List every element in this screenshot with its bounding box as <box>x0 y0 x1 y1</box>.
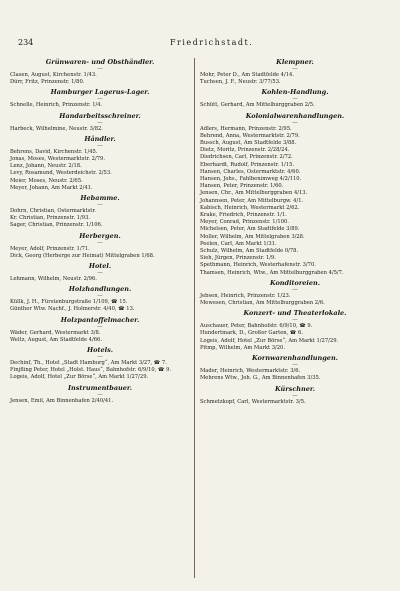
directory-entry: Küllk, J. H., Fürstenburgstraße 1/109, ☎ 15. <box>10 299 128 306</box>
section-heading: Hotels. <box>86 346 113 355</box>
section-rule: — <box>292 96 298 103</box>
section-heading: Grünwaren- und Obsthändler. <box>45 58 155 66</box>
section-rule: — <box>97 96 103 103</box>
directory-entry: Peelen, Carl, Am Markt 1/31. <box>200 240 277 247</box>
column-divider <box>194 58 195 578</box>
directory-entry: Günther Wtw. Nachf., J. Holmerstr. 4/40, ☎ 13. <box>10 306 135 313</box>
directory-entry: Mohr, Peter D., Am Stadtfelde 4/14. <box>200 72 294 78</box>
directory-entry: Logeis, Adolf, Hotel „Zur Börse“, Am Markt 1/27/29. <box>10 374 149 381</box>
section-rule: — <box>292 66 298 72</box>
directory-entry: Schmetzkopf, Carl, Westermarktstr. 3/5. <box>200 398 306 405</box>
directory-section <box>10 88 190 111</box>
directory-entry: Meyer, Johann, Am Markt 2/41. <box>10 184 93 191</box>
directory-entry: Kabisch, Heinrich, Westermarkt 2/62. <box>200 204 300 211</box>
directory-entry: Lehmann, Wilhelm, Neustr. 2/96. <box>10 276 97 283</box>
section-rule: — <box>97 270 103 277</box>
directory-entry: Lenz, Johann, Neustr. 2/18. <box>10 163 82 170</box>
section-rule: — <box>97 119 103 126</box>
section-heading: Holzpantoffelmacher. <box>60 315 140 324</box>
directory-section <box>10 262 190 285</box>
directory-section <box>200 354 390 384</box>
right-column <box>200 58 390 408</box>
section-heading: Kornwarenhandlungen. <box>252 354 338 363</box>
directory-entry: Tuchsen, J. F., Neustr. 3/77/53. <box>200 79 281 86</box>
directory-section <box>10 384 190 407</box>
directory-entry: Hansen, Johs., Fahlbenimweg 4/2/110. <box>200 176 302 183</box>
directory-entry: Weltz, August, Am Stadtfelde 4/66. <box>10 336 102 343</box>
directory-entry: Dietz, Moritz, Prinzenstr. 2/28/24. <box>200 147 290 154</box>
section-rule: — <box>292 362 298 369</box>
directory-section <box>200 58 390 88</box>
directory-entry: Hansen, Peter, Prinzenstr. 1/60. <box>200 183 284 190</box>
directory-entry: Krake, Friedrich, Prinzenstr. 1/1. <box>200 212 287 219</box>
directory-section <box>10 58 190 88</box>
directory-entry: Sager, Christian, Prinzenstr. 1/106. <box>10 222 103 229</box>
section-heading: Holzhandlungen. <box>68 285 132 294</box>
directory-entry: Eberhardt, Rudolf, Prinzenstr. 1/15. <box>200 161 295 168</box>
directory-entry: Hansen, Charles, Ostermarktstr. 4/60. <box>200 168 301 175</box>
page-header <box>18 38 386 50</box>
section-heading: Konditoreien. <box>269 278 321 287</box>
page-number: 234 <box>18 38 34 47</box>
directory-entry: Levy, Rosamund, Westerdeichstr. 2/53. <box>10 170 112 177</box>
directory-entry: Dick, Georg (Herberge zur Heimat) Mittelgraben 1/68. <box>10 252 155 259</box>
section-heading: Händler. <box>84 134 116 143</box>
directory-section <box>10 316 190 346</box>
directory-entry: Auschauer, Peter, Bahnhofstr. 6/9/10, ☎ 9. <box>200 323 313 330</box>
section-heading: Kürschner. <box>275 384 315 393</box>
directory-entry: Johannsen, Peter, Am Mittelburgw. 4/1. <box>200 197 304 204</box>
section-heading: Herbergen. <box>79 231 121 240</box>
running-title: Friedrichstadt. <box>170 38 254 47</box>
section-heading: Konzert- und Theaterlokale. <box>243 309 347 318</box>
section-heading: Handarbeitsschreiner. <box>59 111 141 120</box>
directory-entry: Diedrichsen, Carl, Prinzenstr. 2/72. <box>200 154 293 161</box>
directory-entry: Meyer, Adolf, Prinzenstr. 1/71. <box>10 245 90 252</box>
directory-entry: Jebsen, Heinrich, Prinzenstr. 1/23. <box>200 292 291 299</box>
directory-entry: Pitmp, Wilhelm, Am Markt 3/20. <box>200 344 285 351</box>
directory-section <box>10 135 190 194</box>
directory-entry: Jonas, Moses, Westermarktstr. 2/79. <box>10 156 105 163</box>
directory-entry: Moller, Wilhelm, Am Mittelgraben 3/28. <box>200 233 305 240</box>
directory-entry: Jensen, Emil, Am Binnenhafen 2/40/41. <box>10 397 114 404</box>
section-heading: Kohlen-Handlung. <box>261 88 329 97</box>
directory-section <box>200 309 390 354</box>
directory-entry: Wäder, Gerhard, Westermarkt 3/8. <box>10 329 101 336</box>
directory-section <box>200 279 390 309</box>
directory-entry: Behrens, David, Kirchenstr. 1/45. <box>10 148 98 155</box>
directory-entry: Dechinf, Th., Hotel „Stadt Hamburg“, Am Markt 3/27, ☎ 7. <box>10 360 167 367</box>
section-heading: Klempner. <box>276 58 314 66</box>
section-rule: — <box>97 239 103 246</box>
section-rule: — <box>292 317 298 324</box>
directory-entry: Bussch, August, Am Stadtfelde 3/88. <box>200 140 297 147</box>
directory-section <box>200 385 390 408</box>
section-rule: — <box>97 293 103 300</box>
section-rule: — <box>292 119 298 126</box>
directory-section <box>200 112 390 279</box>
directory-section <box>10 194 190 232</box>
section-heading: Instrumentbauer. <box>67 383 133 392</box>
directory-entry: Clasen, August, Kirchenstr. 1/43. <box>10 72 97 78</box>
directory-entry: Meyer, Conrad, Prinzenstr. 1/100. <box>200 219 289 226</box>
directory-entry: Thamsen, Heinrich, Wtw., Am Mittelburggraben 4/5/7. <box>200 269 344 276</box>
directory-entry: Sieh, Jürgen, Prinzenstr. 1/9. <box>200 255 276 262</box>
directory-entry: Harbeck, Wilhelmine, Neustr. 3/82. <box>10 125 103 132</box>
directory-section <box>10 346 190 384</box>
section-rule: — <box>292 286 298 293</box>
section-heading: Hamburger Lagerus-Lager. <box>50 88 150 97</box>
directory-section <box>10 232 190 262</box>
directory-entry: Kr. Christian, Prinzenstr. 1/93. <box>10 215 91 222</box>
directory-entry: Mehrens Wtw., Joh. G., Am Binnenhafen 3/35. <box>200 375 321 382</box>
directory-entry: Meier, Moses, Neustr. 2/65. <box>10 177 83 184</box>
directory-section <box>10 285 190 315</box>
section-heading: Kolonialwarenhandlungen. <box>245 111 345 120</box>
directory-entry: Logeis, Adolf, Hotel „Zur Börse“, Am Markt 1/27/29. <box>200 337 339 344</box>
section-heading: Hotel. <box>88 262 112 271</box>
directory-entry: Behrend, Anna, Westermarktstr. 2/79. <box>200 132 300 139</box>
section-rule: — <box>97 142 103 149</box>
directory-entry: Dürr, Fritz, Prinzenstr. 1/80. <box>10 79 85 86</box>
directory-entry: Schnelle, Heinrich, Prinzenstr. 1/4. <box>10 102 103 109</box>
directory-entry: Schütt, Gerhard, Am Mittelburggraben 2/5. <box>200 102 315 109</box>
left-column <box>10 58 190 407</box>
directory-entry: Adlers, Hermann, Prinzenstr. 2/95. <box>200 125 292 132</box>
directory-entry: Michelsen, Peter, Am Stadtfelde 3/89. <box>200 226 300 233</box>
directory-section <box>10 112 190 135</box>
directory-entry: Jensen, Chr., Am Mittelburggraben 4/13. <box>200 190 308 197</box>
directory-entry: Finjfling Peter, Hotel „Holst. Haus“, Bahnhofstr. 6/9/10, ☎ 9. <box>10 367 172 374</box>
section-rule: — <box>97 354 103 361</box>
directory-entry: Mader, Heinrich, Westermarktstr. 3/6. <box>200 368 301 375</box>
directory-entry: Mewesen, Christian, Am Mittelburggraben 2/6. <box>200 300 325 307</box>
directory-entry: Hundertmark, D., Großer Garten, ☎ 6. <box>200 330 303 337</box>
section-rule: — <box>97 202 103 209</box>
section-rule: — <box>97 66 103 72</box>
directory-entry: Schulz, Wilhelm, Am Stadtfelde 0/78. <box>200 248 299 255</box>
section-rule: — <box>97 391 103 398</box>
directory-entry: Spethmann, Heinrich, Westerhafenstr. 3/70. <box>200 262 316 269</box>
section-heading: Hebamme. <box>80 194 120 203</box>
directory-section <box>200 88 390 111</box>
section-rule: — <box>292 392 298 399</box>
directory-entry: Dohrn, Christian, Ostermarktstr. <box>10 208 96 215</box>
section-rule: — <box>97 323 103 330</box>
